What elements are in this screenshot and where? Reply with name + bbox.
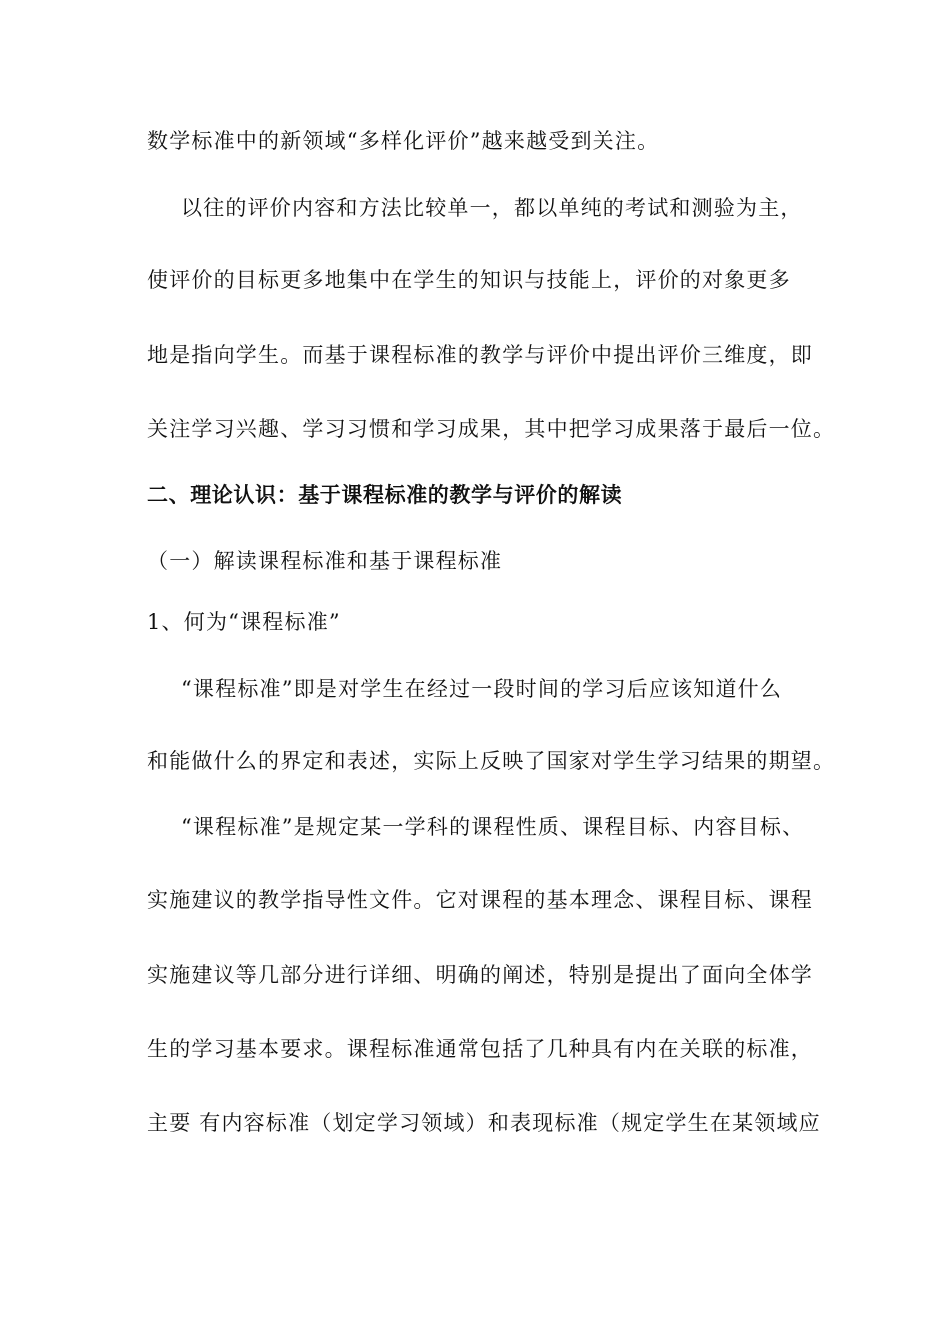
subsection-heading: 1、何为“课程标准” — [147, 610, 341, 634]
paragraph-line: 主要 有内容标准（划定学习领域）和表现标准（规定学生在某领域应 — [147, 1111, 821, 1135]
paragraph-line: 数学标准中的新领域“多样化评价”越来越受到关注。 — [147, 129, 660, 153]
paragraph-line: 使评价的目标更多地集中在学生的知识与技能上，评价的对象更多 — [147, 268, 791, 292]
paragraph-line: 以往的评价内容和方法比较单一，都以单纯的考试和测验为主， — [181, 196, 803, 220]
subsection-heading: （一）解读课程标准和基于课程标准 — [147, 549, 503, 573]
paragraph-line: 实施建议等几部分进行详细、明确的阐述，特别是提出了面向全体学 — [147, 963, 813, 987]
paragraph-line: 实施建议的教学指导性文件。它对课程的基本理念、课程目标、课程 — [147, 888, 813, 912]
paragraph-line: 生的学习基本要求。课程标准通常包括了几种具有内在关联的标准， — [147, 1037, 813, 1061]
paragraph-line: “课程标准”即是对学生在经过一段时间的学习后应该知道什么 — [181, 677, 783, 701]
paragraph-line: 关注学习兴趣、学习习惯和学习成果，其中把学习成果落于最后一位。 — [147, 417, 836, 441]
section-heading: 二、理论认识：基于课程标准的教学与评价的解读 — [147, 483, 623, 507]
paragraph-line: “课程标准”是规定某一学科的课程性质、课程目标、内容目标、 — [181, 815, 805, 839]
paragraph-line: 地是指向学生。而基于课程标准的教学与评价中提出评价三维度，即 — [147, 343, 813, 367]
paragraph-line: 和能做什么的界定和表述，实际上反映了国家对学生学习结果的期望。 — [147, 749, 836, 773]
